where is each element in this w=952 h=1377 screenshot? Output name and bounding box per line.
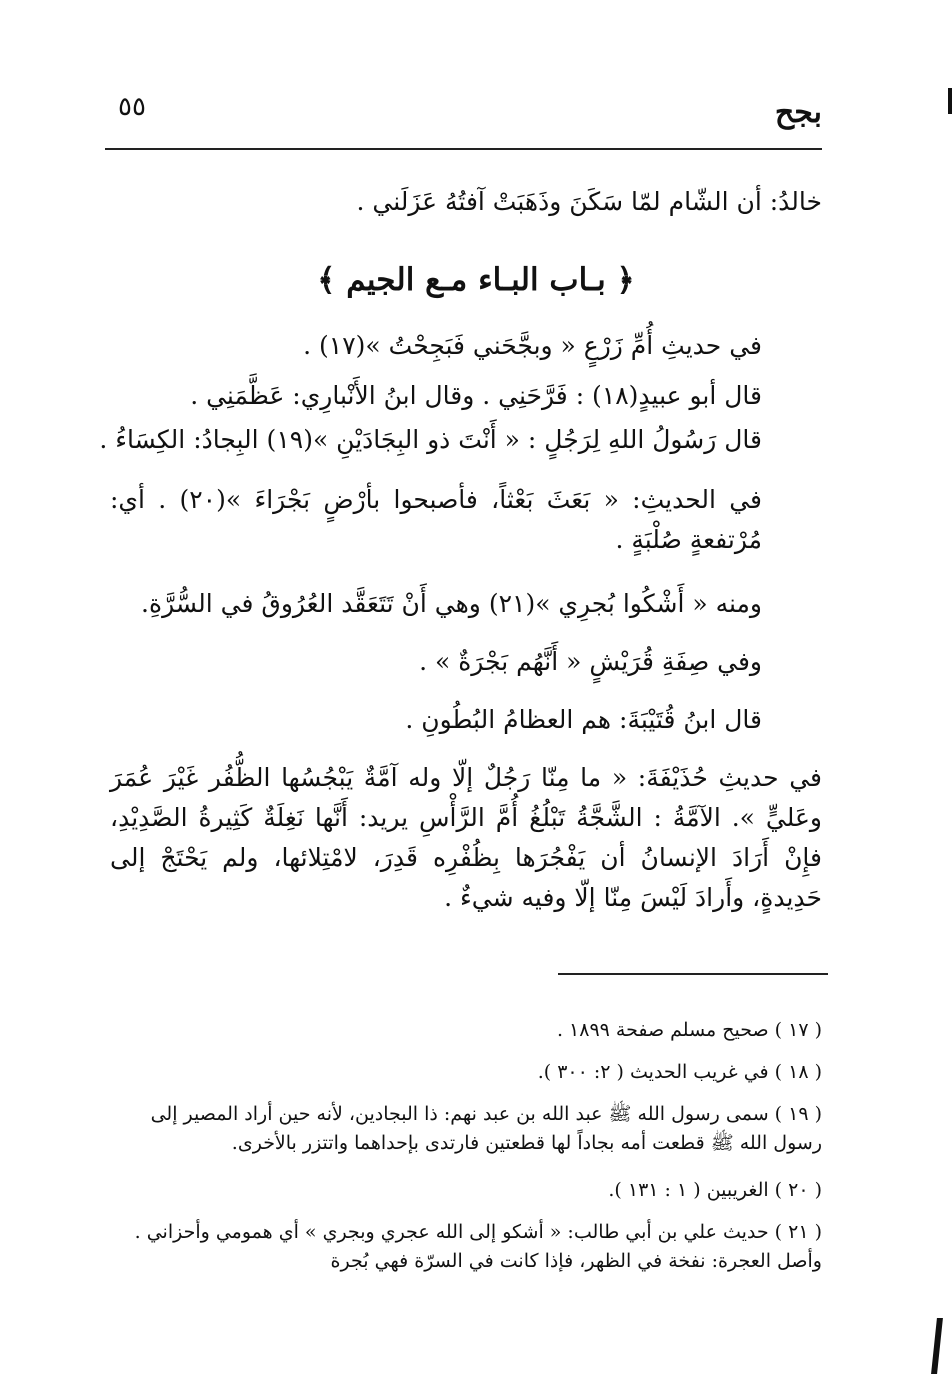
entry-umm-zar: في حديثِ أُمِّ زَرْعٍ « وبجَّحَني فَبَجِحْتُ »(١٧) . — [303, 331, 762, 360]
entry-hudhayfa: في حديثِ حُذَيْفَةَ: « ما مِنّا رَجُلٌ إلّا وله آمَّةٌ يَبْجُسُها الظُّفُر غَيْرَ عُمَرَ وعَليٍّ ». الآمَّةُ : الشَّجَّةُ تَبْلُغُ أُمَّ الرَّأْسِ يريد: أَنَّها نَغِلَةٌ كَثِيرةُ الصَّدِيْدِ، فإِنْ أَرَادَ الإنسانُ أن يَفْجُرَها بِظُفْرِه قَدِرَ، لامْتِلائها، ولم يَحْتَجْ إلى حَدِيدةٍ، وأَرادَ لَيْسَ مِنّا إلّا وفيه شيءٌ . — [110, 763, 822, 912]
running-header-word: بجح — [774, 95, 822, 130]
footnote-20: ( ٢٠ ) الغريبين ( ١ : ١٣١ ). — [608, 1179, 822, 1201]
entry-bijadain: قال رَسُولُ اللهِ لِرَجُلٍ : « أَنْتَ ذو البِجَادَيْنِ »(١٩) البِجادُ: الكِسَاءُ . — [99, 425, 762, 454]
footnote-19: ( ١٩ ) سمى رسول الله ﷺ عبد الله بن عبد نهم: ذا البجادين، لأنه حين أراد المصير إلى رسول الله ﷺ قطعت أمه بجاداً لها قطعتين فارتدى بإحداهما واتتزر بالأخرى. — [150, 1103, 822, 1155]
header-rule — [105, 148, 822, 150]
scan-edge-mark-bottom — [931, 1318, 943, 1374]
chapter-title: ﴿ بـاب البـاء مـع الجيم ﴾ — [317, 262, 635, 298]
scan-edge-mark — [948, 88, 952, 114]
entry-ibn-qutayba: قال ابنُ قُتَيْبَةَ: هم العظامُ البُطُونِ . — [405, 705, 762, 734]
footnote-rule — [558, 973, 828, 975]
footnote-21: ( ٢١ ) حديث علي بن أبي طالب: « أشكو إلى الله عجري وبجري » أي همومي وأحزاني . وأصل العجرة: نفخة في الظهر، فإذا كانت في السرّة فهي بُجرة — [134, 1221, 822, 1273]
body-line-1: خالدُ: أن الشّام لمّا سَكَنَ وذَهَبَتْ آفتُهُ عَزَلَني . — [356, 187, 822, 216]
entry-abu-ubaid: قال أبو عبيدٍ(١٨) : فَرَّحَنِي . وقال ابنُ الأَنْبارِي: عَظَّمَنِي . — [190, 381, 762, 410]
entry-quraysh: وفي صِفَةِ قُرَيْشٍ « أَنَّهُم بَجْرَةٌ » . — [419, 647, 762, 676]
footnote-18: ( ١٨ ) في غريب الحديث ( ٢: ٣٠٠ ). — [537, 1061, 822, 1083]
entry-bajra: في الحديثِ: « بَعَثَ بَعْثاً، فأصبحوا بأرْضٍ بَجْرَاءَ »(٢٠) . أي: مُرْتفعةٍ صُلْبَةٍ . — [110, 485, 763, 554]
entry-bujri: ومنه « أَشْكُوا بُجرِي »(٢١) وهي أَنْ تَتَعَقَّد العُرُوقُ في السُّرَّةِ. — [141, 589, 762, 618]
page-number: ٥٥ — [118, 92, 146, 122]
footnote-17: ( ١٧ ) صحيح مسلم صفحة ١٨٩٩ . — [556, 1019, 822, 1041]
